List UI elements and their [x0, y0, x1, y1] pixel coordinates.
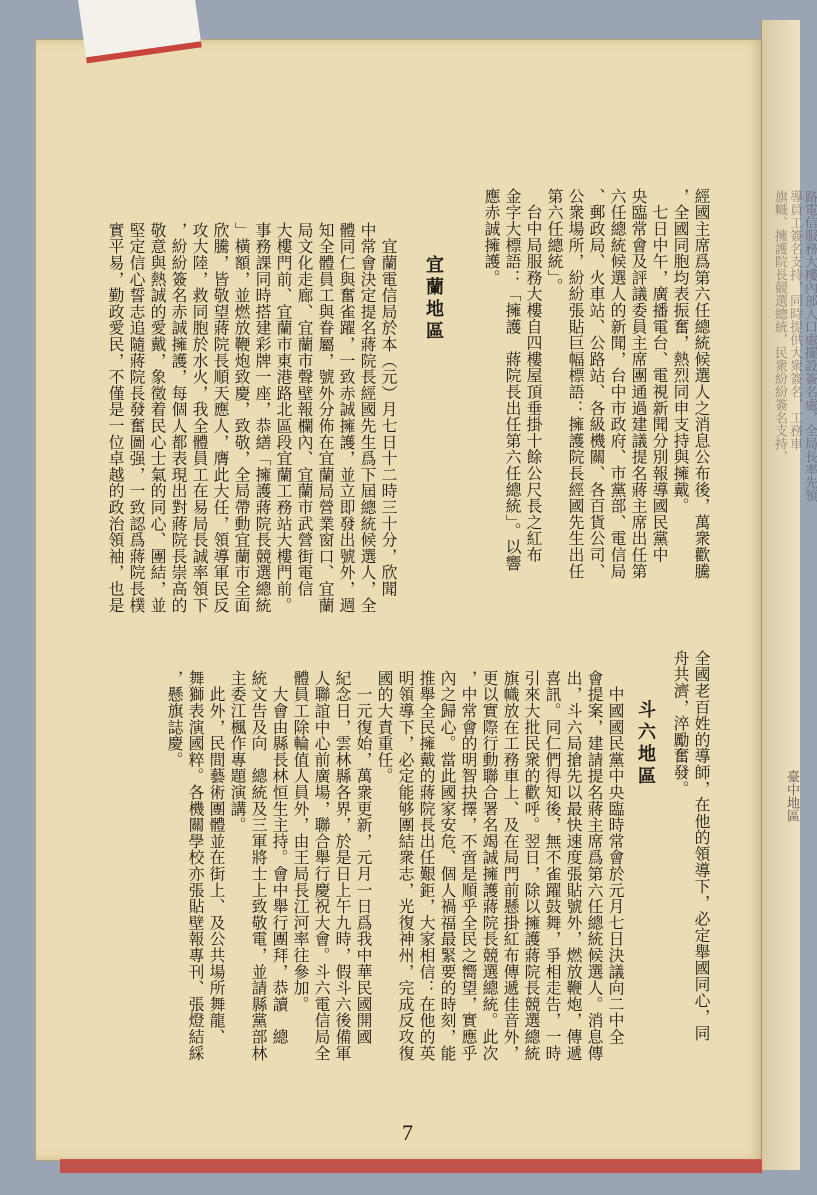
yilan-text-line: 事務課同時搭建彩牌一座，恭繕「擁護蔣院長競選總統 [253, 222, 272, 614]
douliu-text-line: 體員工除輪值人員外，由王局長江河率往參加。 [291, 670, 310, 1013]
yilan-text-line: 欣騰，皆敬望蔣院長順天應人，膺此大任，領導軍民反 [211, 222, 230, 614]
douliu-text-line: 中國國民黨中央臨時常會於元月七日決議向二中全 [606, 670, 625, 1045]
page-number: 7 [402, 1120, 413, 1145]
upper-text-line: 央臨常會及評議委員主席團通過建議提名蔣主席出任第 [629, 188, 648, 580]
douliu-text-line: 人聯誼中心前廣場，聯合舉行慶祝大會。斗六電信局全 [312, 670, 331, 1062]
lower-text-line: 全國老百姓的導師，在他的領導下，必定舉國同心，同 [692, 650, 711, 1042]
yilan-text-line: 攻大陸，救同胞於水火，我全體員工在易局長誠率領下 [190, 222, 209, 614]
yilan-text-line: 局文化走廊、宜蘭市聲壁報欄內、宜蘭市武營街電信 [295, 222, 314, 597]
douliu-text-line: 主委江楓作專題演講。 [228, 670, 247, 833]
douliu-text-line: 會提案，建請提名蔣主席爲第六任總統候選人。消息傳 [585, 670, 604, 1062]
upper-text-line: 台中局服務大樓自四樓屋頂垂掛十餘公尺長之紅布 [524, 188, 543, 563]
upper-text-line: 七日中午，廣播電台、電視新聞分別報導國民黨中 [650, 188, 669, 563]
yilan-text-line: ，紛紛簽名赤誠擁護，每個人都表現出對蔣院長崇高的 [169, 222, 188, 614]
douliu-text-line: 推舉全民擁戴的蔣院長出任艱鉅，大家相信：在他的英 [417, 670, 436, 1062]
upper-text-line: 應赤誠擁護。 [482, 188, 501, 286]
douliu-text-line: 舞獅表演國粹。各機關學校亦張貼壁報專刊、張燈結綵 [186, 670, 205, 1062]
douliu-text-line: 喜訊。同仁們得知後，無不雀躍鼓舞，爭相走告，一時 [543, 670, 562, 1062]
yilan-text-line: 敬意與熱誠的愛戴，象徵着民心士氣的同心、團結，並 [148, 222, 167, 614]
upper-text-line: 經國主席爲第六任總統候選人之消息公布後，萬衆歡騰 [692, 188, 711, 580]
douliu-text-line: 此外，民間藝術團體並在街上、及公共場所舞龍、 [207, 670, 226, 1045]
douliu-text-line: 出，斗六局搶先以最快速度張貼號外，燃放鞭炮，傳遞 [564, 670, 583, 1062]
yilan-text-line: 實平易，勤政愛民，不僅是一位卓越的政治領袖，也是 [106, 222, 125, 614]
yilan-text-line: 堅定信心誓志追隨蔣院長發奮圖强，一致認爲蔣院長樸 [127, 222, 146, 614]
section-heading-douliu: 斗六地區 [635, 700, 656, 788]
upper-text-line: 金字大標語：「擁護 蔣院長出任第六任總統」。以響 [503, 188, 522, 572]
adjacent-page-line: 旗幟、擁護院長競選總統，民衆紛紛簽名支持， [772, 190, 787, 463]
lower-continuation-block [670, 650, 712, 1120]
douliu-text-line: 大會由縣長林恒生主持。會中舉行團拜，恭讀 總 [270, 670, 289, 1045]
douliu-text-line: ，中常會的明智抉擇，不啻是順乎全民之嚮望，實應乎 [459, 670, 478, 1062]
book-bottom-edge [60, 1159, 762, 1173]
douliu-text-line: ，懸旗誌慶。 [165, 670, 184, 768]
douliu-text-line: 引來大批民衆的歡呼。翌日，除以擁護蔣院長競選總統 [522, 670, 541, 1062]
douliu-text-line: 旗幟放在工務車上、及在局門前懸掛紅布傳遞佳音外， [501, 670, 520, 1062]
yilan-text-line: 」橫額，並燃放鞭炮致慶，致敬，全局帶動宜蘭市全面 [232, 222, 251, 614]
douliu-text-line: 內之歸心。當此國家安危、個人禍福最緊要的時刻，能 [438, 670, 457, 1062]
douliu-paragraph-block [164, 670, 626, 1120]
yilan-paragraph-block [105, 222, 399, 722]
upper-text-line: 六任總統候選人的新聞，台中市政府、市黨部、電信局 [608, 188, 627, 580]
adjacent-page-text [772, 190, 817, 502]
upper-text-line: 、郵政局、火車站、公路站、各級機關、各百貨公司、 [587, 188, 606, 580]
upper-text-line: 公衆場所，紛紛張貼巨幅標語：擁護院長經國先生出任 [566, 188, 585, 580]
document-page [60, 60, 740, 1145]
adjacent-page-heading: 臺中地區 [784, 770, 799, 822]
yilan-text-line: 知全體員工與眷屬，號外分佈在宜蘭局營業窗口、宜蘭 [316, 222, 335, 614]
yilan-text-line: 宜蘭電信局於本（元）月七日十二時三十分，欣聞 [379, 222, 398, 597]
upper-text-line: 第六任總統」。 [545, 188, 564, 295]
douliu-text-line: 紀念日，雲林縣各界，於是日上午九時，假斗六後備軍 [333, 670, 352, 1062]
adjacent-page-line: 路電信服務大樓內部入口處擺設簽名處，全局長率先領 [802, 190, 817, 502]
douliu-text-line: 統文告及向 總統及三軍將士上致敬電，並請縣黨部林 [249, 670, 268, 1062]
upper-paragraph-block [481, 188, 712, 708]
adjacent-page-line: 導員工簽名支持，同時提供大衆簽名，工務車 [787, 190, 802, 450]
douliu-text-line: 一元復始，萬衆更新，元月一日爲我中華民國開國 [354, 670, 373, 1045]
lower-text-line: 舟共濟，淬勵奮發。 [671, 650, 690, 797]
douliu-text-line: 明領導下，必定能够團結衆志，光復神州，完成反攻復 [396, 670, 415, 1062]
section-heading-yilan: 宜蘭地區 [423, 255, 444, 343]
douliu-text-line: 國的大責重任。 [375, 670, 394, 785]
upper-text-line: ，全國同胞均表振奮，熱烈同申支持與擁戴。 [671, 188, 690, 514]
douliu-text-line: 更以實際行動聯合署名竭誠擁護蔣院長競選總統。此次 [480, 670, 499, 1062]
yilan-text-line: 大樓門前、宜蘭市東港路北區段宜蘭工務站大樓門前。 [274, 222, 293, 614]
yilan-text-line: 體同仁與奮雀躍，一致赤誠擁護，並立即發出號外，週 [337, 222, 356, 614]
yilan-text-line: 中常會決定提名蔣院長經國先生爲下屆總統候選人，全 [358, 222, 377, 614]
